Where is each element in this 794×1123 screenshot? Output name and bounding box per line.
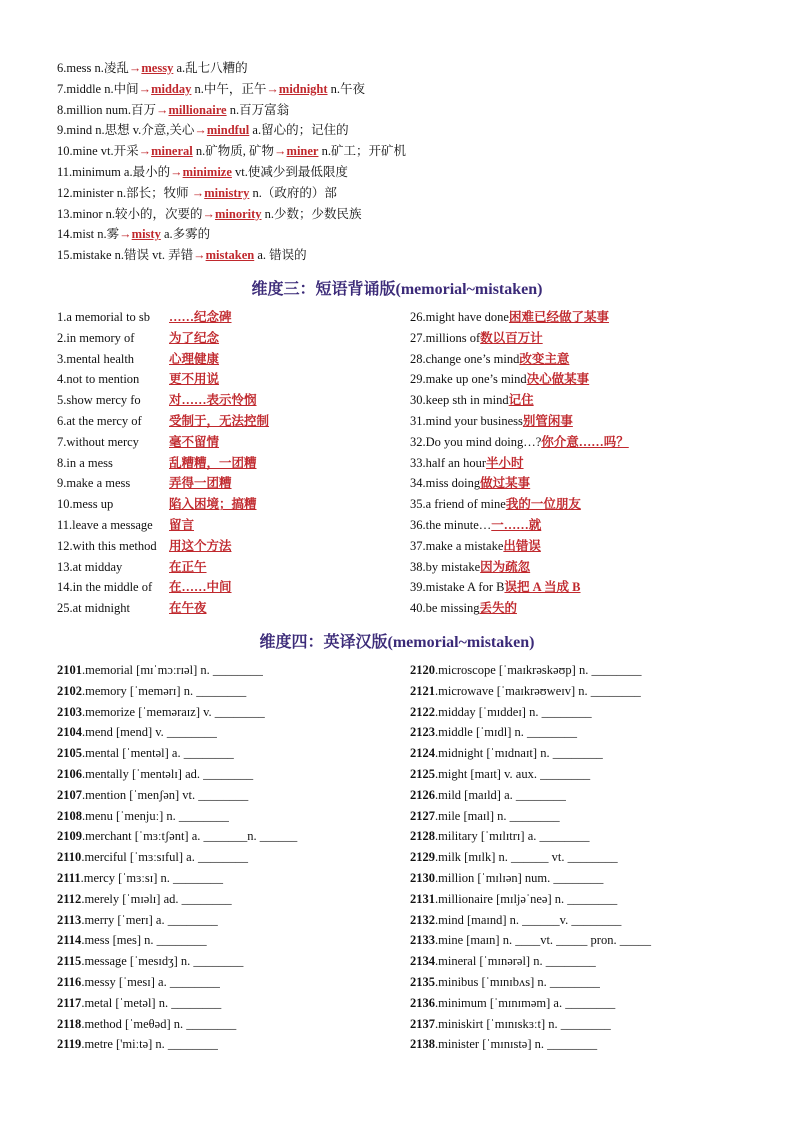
- definition: n.百万富翁: [226, 102, 290, 117]
- phrase-row: [410, 349, 770, 370]
- vocab-row: [57, 660, 417, 681]
- vocab-entry: .mental [ˈmentəl] a. ________: [82, 746, 234, 761]
- vocab-row: [57, 847, 417, 868]
- vocab-entry: .merry [ˈmerɪ] a. ________: [81, 912, 218, 927]
- vocab-row: [57, 785, 417, 806]
- vocab-entry: .merely [ˈmɪəlɪ] ad. ________: [81, 891, 232, 906]
- vocab-number: 2126: [410, 787, 435, 802]
- phrase-english: 29.make up one’s mind: [410, 372, 527, 387]
- phrase-row: [410, 369, 770, 390]
- vocab-number: 2127: [410, 808, 435, 823]
- base-word: minister n.部长；牧师: [72, 185, 192, 200]
- item-number: 13.: [57, 206, 73, 221]
- vocab-list-right: [410, 660, 770, 1055]
- vocab-number: 2117: [57, 995, 82, 1010]
- item-number: 11.: [57, 164, 73, 179]
- definition: n.矿工；开矿机: [318, 144, 406, 159]
- answer-word: miner: [286, 144, 319, 159]
- phrase-row: [57, 432, 417, 453]
- phrase-chinese: 丢失的: [479, 601, 517, 616]
- section3-title: 维度三：短语背诵版(memorial~mistaken): [251, 281, 543, 298]
- vocab-number: 2105: [57, 746, 82, 761]
- phrase-english: 35.a friend of mine: [410, 497, 506, 512]
- vocab-entry: .mild [maɪld] a. ________: [435, 787, 566, 802]
- phrase-row: [410, 390, 770, 411]
- phrase-english: 13.at midday: [57, 559, 123, 574]
- phrase-row: [410, 598, 770, 619]
- vocab-entry: .milk [mɪlk] n. ______ vt. ________: [435, 850, 618, 865]
- vocab-entry: .mercy [ˈmɜːsɪ] n. ________: [80, 870, 224, 885]
- vocab-number: 2118: [57, 1016, 82, 1031]
- arrow-icon: →: [155, 102, 169, 117]
- phrase-chinese: 误把 A 当成 B: [504, 580, 581, 595]
- phrase-row: [410, 473, 770, 494]
- word-form-line: [57, 100, 757, 121]
- phrase-english: 27.millions of: [410, 330, 481, 345]
- definition: n.矿物质, 矿物: [192, 144, 275, 159]
- vocab-row: [410, 847, 770, 868]
- vocab-entry: .might [maɪt] v. aux. ________: [435, 766, 591, 781]
- phrase-english: 31.mind your business: [410, 413, 523, 428]
- answer-word: mineral: [151, 144, 193, 159]
- phrase-english: 12.with this method: [57, 538, 157, 553]
- definition: a.留心的；记住的: [249, 123, 349, 138]
- base-word: million num.百万: [66, 102, 156, 117]
- phrase-row: [410, 577, 770, 598]
- vocab-entry: .minimum [ˈmɪnɪməm] a. ________: [435, 995, 616, 1010]
- vocab-row: [57, 889, 417, 910]
- phrase-english: 5.show mercy fo: [57, 393, 141, 408]
- vocab-row: [57, 826, 417, 847]
- vocab-row: [410, 681, 770, 702]
- vocab-entry: .memory [ˈmemərɪ] n. ________: [82, 683, 247, 698]
- item-number: 6.: [57, 61, 67, 75]
- vocab-entry: .metre ['miːtə] n. ________: [81, 1037, 218, 1052]
- arrow-icon: →: [138, 144, 152, 159]
- vocab-number: 2103: [57, 704, 82, 719]
- vocab-entry: .midday [ˈmɪddeɪ] n. ________: [435, 704, 592, 719]
- phrase-chinese: 出错误: [503, 538, 541, 553]
- phrase-row: [57, 577, 417, 598]
- phrase-list-right: [410, 307, 770, 619]
- phrase-english: 34.miss doing: [410, 476, 481, 491]
- phrase-row: [57, 453, 417, 474]
- answer-word: minority: [214, 206, 262, 221]
- phrase-chinese: 一……就: [491, 517, 542, 532]
- vocab-entry: .metal [ˈmetəl] n. ________: [81, 995, 222, 1010]
- vocab-row: [57, 868, 417, 889]
- base-word: mind n.思想 v.介意,关心: [66, 123, 195, 138]
- phrase-chinese: 在午夜: [169, 601, 207, 616]
- answer-word: midday: [151, 81, 192, 96]
- vocab-number: 2120: [410, 663, 435, 677]
- arrow-icon: →: [266, 81, 279, 96]
- phrase-english: 7.without mercy: [57, 434, 139, 449]
- phrase-chinese: 决心做某事: [526, 372, 590, 387]
- vocab-entry: .merciful [ˈmɜːsɪful] a. ________: [81, 850, 248, 865]
- phrase-english: 28.change one’s mind: [410, 351, 520, 366]
- definition: n.午夜: [327, 81, 366, 96]
- vocab-entry: .mile [maɪl] n. ________: [435, 808, 560, 823]
- vocab-entry: .mess [mes] n. ________: [81, 933, 207, 948]
- phrase-row: [57, 307, 417, 328]
- vocab-row: [410, 785, 770, 806]
- arrow-icon: →: [138, 81, 152, 96]
- base-word: mine vt.开采: [72, 144, 139, 159]
- vocab-row: [410, 1014, 770, 1035]
- vocab-number: 2123: [410, 725, 435, 740]
- phrase-row: [410, 307, 770, 328]
- phrase-english: 11.leave a message: [57, 517, 153, 532]
- vocab-number: 2129: [410, 850, 435, 865]
- definition: a. 错误的: [254, 248, 307, 263]
- vocab-entry: .messy [ˈmesɪ] a. ________: [81, 974, 220, 989]
- phrase-chinese: 毫不留情: [169, 434, 220, 449]
- word-formation-list: [57, 58, 757, 266]
- vocab-entry: .memorial [mɪˈmɔːrɪəl] n. ________: [82, 663, 263, 677]
- vocab-number: 2110: [57, 850, 82, 865]
- phrase-english: 30.keep sth in mind: [410, 393, 509, 408]
- arrow-icon: →: [194, 123, 207, 138]
- phrase-chinese: 你介意……吗？: [541, 434, 629, 449]
- vocab-entry: .million [ˈmɪlɪən] num. ________: [435, 870, 604, 885]
- vocab-row: [410, 722, 770, 743]
- definition: a.多雾的: [160, 227, 211, 242]
- vocab-entry: .microscope [ˈmaɪkrəskəʊp] n. ________: [435, 663, 642, 677]
- phrase-english: 10.mess up: [57, 497, 114, 512]
- vocab-entry: .mine [maɪn] n. ____vt. _____ pron. _____: [435, 933, 651, 948]
- answer-word: mistaken: [205, 248, 255, 263]
- vocab-number: 2136: [410, 995, 435, 1010]
- arrow-icon: →: [119, 227, 132, 242]
- phrase-english: 9.make a mess: [57, 476, 131, 491]
- vocab-list-left: [57, 660, 417, 1055]
- word-form-line: [57, 162, 757, 183]
- vocab-row: [410, 930, 770, 951]
- phrase-chinese: 记住: [508, 393, 534, 408]
- vocab-number: 2104: [57, 725, 82, 740]
- item-number: 12.: [57, 185, 73, 200]
- phrase-chinese: 心理健康: [169, 351, 220, 366]
- vocab-row: [57, 806, 417, 827]
- vocab-row: [57, 764, 417, 785]
- phrase-list-left: [57, 307, 417, 619]
- answer-word: messy: [141, 61, 174, 75]
- word-form-line: [57, 79, 757, 100]
- phrase-row: [410, 411, 770, 432]
- vocab-row: [410, 660, 770, 681]
- vocab-row: [410, 743, 770, 764]
- vocab-number: 2135: [410, 974, 435, 989]
- vocab-number: 2134: [410, 954, 435, 969]
- vocab-row: [57, 951, 417, 972]
- vocab-number: 2119: [57, 1037, 82, 1052]
- phrase-row: [410, 453, 770, 474]
- phrase-row: [57, 390, 417, 411]
- phrase-english: 4.not to mention: [57, 372, 140, 387]
- vocab-number: 2108: [57, 808, 82, 823]
- answer-word: ministry: [204, 185, 250, 200]
- word-form-line: [57, 58, 757, 79]
- vocab-row: [410, 868, 770, 889]
- vocab-entry: .menu [ˈmenjuː] n. ________: [82, 808, 229, 823]
- phrase-chinese: 对……表示怜悯: [169, 393, 257, 408]
- definition: a.乱七八糟的: [173, 61, 248, 75]
- vocab-row: [57, 702, 417, 723]
- word-form-line: [57, 141, 757, 162]
- phrase-row: [57, 369, 417, 390]
- vocab-entry: .mention [ˈmenʃən] vt. ________: [82, 787, 249, 802]
- vocab-number: 2116: [57, 974, 82, 989]
- phrase-chinese: 为了纪念: [169, 330, 220, 345]
- vocab-row: [410, 702, 770, 723]
- arrow-icon: →: [202, 206, 215, 221]
- phrase-english: 38.by mistake: [410, 559, 481, 574]
- vocab-row: [57, 743, 417, 764]
- vocab-number: 2109: [57, 829, 82, 844]
- item-number: 7.: [57, 81, 67, 96]
- phrase-chinese: 留言: [169, 517, 195, 532]
- phrase-chinese: 因为疏忽: [480, 559, 531, 574]
- vocab-number: 2124: [410, 746, 435, 761]
- phrase-english: 6.at the mercy of: [57, 413, 142, 428]
- vocab-entry: .military [ˈmɪlɪtrɪ] a. ________: [435, 829, 590, 844]
- phrase-chinese: 在……中间: [169, 580, 232, 595]
- item-number: 10.: [57, 144, 73, 159]
- phrase-row: [410, 328, 770, 349]
- phrase-row: [57, 473, 417, 494]
- vocab-row: [410, 972, 770, 993]
- phrase-row: [57, 536, 417, 557]
- item-number: 15.: [57, 248, 73, 263]
- vocab-entry: .miniskirt [ˈmɪnɪskɜːt] n. ________: [435, 1016, 611, 1031]
- vocab-entry: .message [ˈmesɪdʒ] n. ________: [81, 954, 244, 969]
- arrow-icon: →: [191, 185, 205, 200]
- vocab-number: 2125: [410, 766, 435, 781]
- phrase-row: [57, 411, 417, 432]
- answer-word: midnight: [278, 81, 328, 96]
- phrase-chinese: 陷入困境；搞糟: [169, 497, 257, 512]
- vocab-number: 2113: [57, 912, 82, 927]
- phrase-english: 40.be missing: [410, 601, 480, 616]
- vocab-number: 2128: [410, 829, 435, 844]
- phrase-english: 25.at midnight: [57, 601, 130, 616]
- phrase-row: [410, 515, 770, 536]
- vocab-number: 2137: [410, 1016, 435, 1031]
- vocab-number: 2106: [57, 766, 82, 781]
- phrase-row: [57, 598, 417, 619]
- vocab-entry: .minibus [ˈmɪnɪbʌs] n. ________: [435, 974, 600, 989]
- vocab-entry: .merchant [ˈmɜːtʃənt] a. _______n. ______: [82, 829, 298, 844]
- definition: n.中午，正午: [191, 81, 267, 96]
- base-word: mist n.雾: [72, 227, 120, 242]
- phrase-english: 14.in the middle of: [57, 580, 153, 595]
- phrase-row: [57, 494, 417, 515]
- item-number: 9.: [57, 123, 67, 138]
- answer-word: mindful: [206, 123, 250, 138]
- phrase-row: [57, 328, 417, 349]
- vocab-number: 2121: [410, 683, 435, 698]
- phrase-chinese: 在正午: [169, 559, 207, 574]
- arrow-icon: →: [193, 248, 206, 263]
- phrase-row: [410, 432, 770, 453]
- answer-word: minimize: [182, 164, 232, 179]
- phrase-row: [410, 557, 770, 578]
- arrow-icon: →: [170, 164, 183, 179]
- phrase-chinese: ……纪念碑: [169, 310, 232, 324]
- vocab-number: 2111: [57, 870, 81, 885]
- vocab-row: [57, 722, 417, 743]
- phrase-english: 26.might have done: [410, 310, 509, 324]
- phrase-chinese: 用这个方法: [169, 538, 232, 553]
- base-word: mistake n.错误 vt. 弄错: [72, 248, 194, 263]
- vocab-number: 2138: [410, 1037, 435, 1052]
- phrase-chinese: 更不用说: [169, 372, 220, 387]
- phrase-english: 37.make a mistake: [410, 538, 504, 553]
- base-word: mess n.凌乱: [66, 61, 129, 75]
- vocab-row: [410, 806, 770, 827]
- definition: vt.使减少到最低限度: [231, 164, 348, 179]
- vocab-entry: .millionaire [mɪljəˈneə] n. ________: [435, 891, 618, 906]
- phrase-english: 36.the minute…: [410, 517, 492, 532]
- phrase-english: 1.a memorial to sb: [57, 310, 151, 324]
- vocab-row: [410, 1034, 770, 1055]
- phrase-chinese: 数以百万计: [480, 330, 543, 345]
- word-form-line: [57, 245, 757, 266]
- definition: n.（政府的）部: [249, 185, 337, 200]
- arrow-icon: →: [128, 61, 142, 75]
- definition: n.少数；少数民族: [261, 206, 362, 221]
- phrase-english: 33.half an hour: [410, 455, 487, 470]
- base-word: minor n.较小的，次要的: [72, 206, 203, 221]
- word-form-line: [57, 120, 757, 141]
- vocab-number: 2132: [410, 912, 435, 927]
- vocab-number: 2112: [57, 891, 82, 906]
- vocab-row: [410, 951, 770, 972]
- phrase-chinese: 改变主意: [519, 351, 570, 366]
- vocab-number: 2131: [410, 891, 435, 906]
- phrase-english: 32.Do you mind doing…?: [410, 434, 542, 449]
- section4-title: 维度四：英译汉版(memorial~mistaken): [259, 634, 535, 651]
- vocab-entry: .mend [mend] v. ________: [82, 725, 217, 740]
- phrase-chinese: 受制于，无法控制: [169, 413, 270, 428]
- vocab-number: 2101: [57, 663, 82, 677]
- vocab-entry: .mentally [ˈmentəlɪ] ad. ________: [82, 766, 254, 781]
- vocab-row: [57, 910, 417, 931]
- word-form-line: [57, 224, 757, 245]
- phrase-english: 3.mental health: [57, 351, 135, 366]
- vocab-number: 2130: [410, 870, 435, 885]
- vocab-row: [410, 826, 770, 847]
- phrase-chinese: 困难已经做了某事: [508, 310, 609, 324]
- answer-word: misty: [131, 227, 161, 242]
- phrase-chinese: 半小时: [486, 455, 524, 470]
- vocab-entry: .method [ˈmeθəd] n. ________: [81, 1016, 237, 1031]
- phrase-english: 8.in a mess: [57, 455, 113, 470]
- vocab-row: [410, 764, 770, 785]
- phrase-row: [57, 515, 417, 536]
- vocab-entry: .middle [ˈmɪdl] n. ________: [435, 725, 577, 740]
- phrase-row: [57, 349, 417, 370]
- phrase-chinese: 我的一位朋友: [505, 497, 581, 512]
- phrase-row: [410, 536, 770, 557]
- item-number: 8.: [57, 102, 67, 117]
- phrase-english: 39.mistake A for B: [410, 580, 505, 595]
- vocab-number: 2114: [57, 933, 82, 948]
- vocab-number: 2122: [410, 704, 435, 719]
- vocab-row: [410, 889, 770, 910]
- vocab-row: [57, 1034, 417, 1055]
- phrase-row: [57, 557, 417, 578]
- vocab-number: 2107: [57, 787, 82, 802]
- base-word: minimum a.最小的: [72, 164, 171, 179]
- vocab-number: 2115: [57, 954, 82, 969]
- phrase-chinese: 做过某事: [480, 476, 531, 491]
- vocab-row: [410, 910, 770, 931]
- phrase-chinese: 弄得一团糟: [169, 476, 232, 491]
- vocab-entry: .mineral [ˈmɪnərəl] n. ________: [435, 954, 596, 969]
- vocab-row: [57, 930, 417, 951]
- word-form-line: [57, 183, 757, 204]
- phrase-english: 2.in memory of: [57, 330, 135, 345]
- vocab-row: [57, 972, 417, 993]
- vocab-row: [57, 1014, 417, 1035]
- vocab-row: [57, 993, 417, 1014]
- base-word: middle n.中间: [66, 81, 139, 96]
- phrase-chinese: 乱糟糟，一团糟: [169, 455, 257, 470]
- vocab-entry: .memorize [ˈmeməraɪz] v. ________: [82, 704, 265, 719]
- word-form-line: [57, 204, 757, 225]
- vocab-entry: .mind [maɪnd] n. ______v. ________: [435, 912, 622, 927]
- vocab-number: 2102: [57, 683, 82, 698]
- phrase-chinese: 别管闲事: [522, 413, 573, 428]
- vocab-entry: .midnight [ˈmɪdnaɪt] n. ________: [435, 746, 603, 761]
- phrase-row: [410, 494, 770, 515]
- vocab-row: [410, 993, 770, 1014]
- item-number: 14.: [57, 227, 73, 242]
- vocab-entry: .minister [ˈmɪnɪstə] n. ________: [435, 1037, 598, 1052]
- arrow-icon: →: [274, 144, 287, 159]
- vocab-row: [57, 681, 417, 702]
- vocab-number: 2133: [410, 933, 435, 948]
- answer-word: millionaire: [168, 102, 227, 117]
- vocab-entry: .microwave [ˈmaɪkrəʊweɪv] n. ________: [435, 683, 641, 698]
